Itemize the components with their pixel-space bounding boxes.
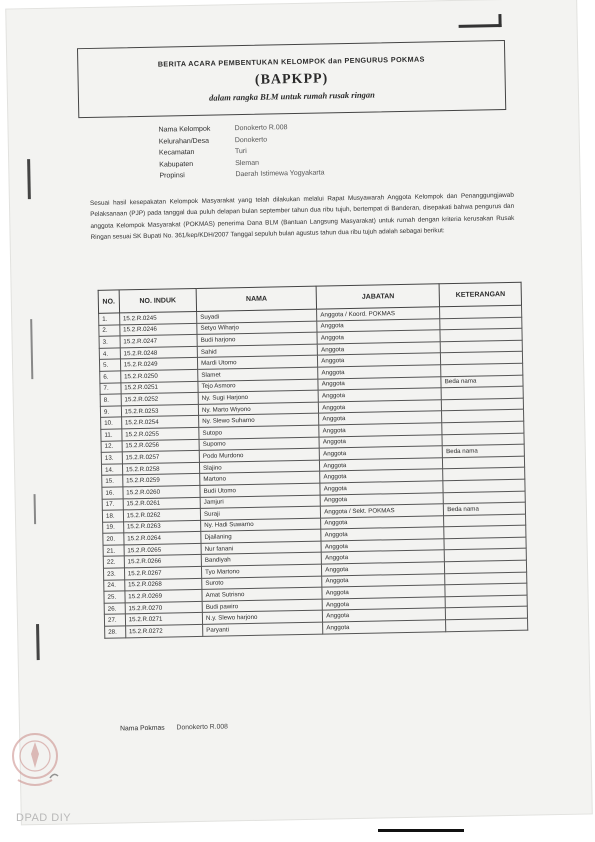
cell-nama: Suyadi: [197, 309, 317, 323]
cell-nama: Sahid: [197, 344, 317, 358]
cell-no-induk: 15.2.R.0263: [123, 520, 201, 533]
cell-no: 21.: [103, 545, 124, 557]
cell-jabatan: Anggota: [317, 318, 440, 332]
cell-no: 19.: [103, 522, 124, 534]
cell-nama: Budi pawiro: [202, 599, 322, 613]
cell-jabatan: Anggota: [318, 353, 441, 367]
cell-no-induk: 15.2.R.0249: [120, 358, 198, 371]
cell-keterangan: Beda nama: [441, 375, 523, 388]
cell-jabatan: Anggota: [323, 620, 446, 634]
header-no-induk: NO. INDUK: [119, 288, 197, 312]
cell-no: 28.: [105, 626, 126, 638]
cell-no-induk: 15.2.R.0255: [122, 427, 200, 440]
cell-no-induk: 15.2.R.0254: [121, 416, 199, 429]
cell-no: 15.: [102, 475, 123, 487]
cell-jabatan: Anggota: [317, 342, 440, 356]
cell-no-induk: 15.2.R.0272: [125, 624, 203, 637]
info-row: [159, 167, 324, 182]
members-table: [98, 282, 529, 639]
cell-no-induk: 15.2.R.0262: [123, 509, 201, 522]
cell-nama: Sutopo: [199, 425, 319, 439]
binder-mark: [34, 494, 37, 524]
cell-jabatan: Anggota: [322, 597, 445, 611]
cell-no-induk: 15.2.R.0247: [120, 335, 198, 348]
cell-nama: Ny. Marto Wiyono: [198, 402, 318, 416]
cell-no-induk: 15.2.R.0245: [119, 311, 197, 324]
watermark: DPAD DIY: [16, 812, 72, 824]
cell-nama: Budi harjono: [197, 332, 317, 346]
cell-no: 4.: [99, 348, 120, 360]
cell-nama: Paryanti: [203, 622, 323, 636]
cell-no: 12.: [101, 440, 122, 452]
cell-no: 22.: [103, 556, 124, 568]
info-label: Kabupaten: [159, 160, 194, 169]
cell-no: 8.: [100, 394, 121, 406]
info-label: Nama Kelompok: [158, 125, 211, 134]
cell-jabatan: Anggota / Koord. POKMAS: [317, 307, 440, 321]
cell-keterangan: Beda nama: [444, 502, 526, 515]
binder-mark: [27, 159, 31, 199]
cell-jabatan: Anggota: [319, 423, 442, 437]
header-no: NO.: [98, 290, 119, 313]
cell-nama: Tyo Martono: [202, 564, 322, 578]
cell-no: 18.: [102, 510, 123, 522]
cell-no-induk: 15.2.R.0248: [120, 346, 198, 359]
cell-nama: Mardi Utomo: [197, 356, 317, 370]
cell-no: 27.: [104, 614, 125, 626]
cell-jabatan: Anggota: [322, 562, 445, 576]
cell-no: 25.: [104, 591, 125, 603]
group-info: [158, 121, 324, 182]
cell-no-induk: 15.2.R.0256: [122, 439, 200, 452]
cell-no: 6.: [100, 371, 121, 383]
cell-no-induk: 15.2.R.0268: [124, 578, 202, 591]
header-jabatan: JABATAN: [316, 284, 439, 309]
cell-nama: Nur fanani: [201, 541, 321, 555]
cell-no-induk: 15.2.R.0267: [124, 566, 202, 579]
cell-nama: Ny. Slewo Suharno: [199, 413, 319, 427]
cell-no: 3.: [99, 336, 120, 348]
seal-logo-icon: [10, 728, 60, 790]
cell-no-induk: 15.2.R.0253: [121, 404, 199, 417]
cell-no-induk: 15.2.R.0266: [124, 555, 202, 568]
cell-no-induk: 15.2.R.0270: [125, 601, 203, 614]
cell-no: 7.: [100, 382, 121, 394]
cell-no: 23.: [103, 568, 124, 580]
cell-jabatan: Anggota: [319, 400, 442, 414]
info-label: Kelurahan/Desa: [158, 137, 210, 146]
cell-jabatan: Anggota: [321, 539, 444, 553]
cell-nama: Bandiyah: [201, 553, 321, 567]
cell-jabatan: Anggota: [320, 481, 443, 495]
cell-keterangan: [446, 618, 528, 631]
cell-jabatan: Anggota: [319, 446, 442, 460]
header-keterangan: KETERANGAN: [439, 282, 521, 307]
title-acronym: (BAPKPP): [254, 71, 329, 88]
cell-no-induk: 15.2.R.0264: [124, 532, 202, 545]
cell-nama: Budi Utomo: [200, 483, 320, 497]
cell-no-induk: 15.2.R.0257: [122, 451, 200, 464]
info-value: Donokerto R.008: [234, 124, 288, 133]
cell-nama: Tejo Asmoro: [198, 379, 318, 393]
cell-no-induk: 15.2.R.0261: [123, 497, 201, 510]
cell-no: 24.: [104, 580, 125, 592]
cell-jabatan: Anggota: [317, 330, 440, 344]
header-nama: NAMA: [196, 286, 317, 311]
cell-no-induk: 15.2.R.0246: [120, 323, 198, 336]
cell-nama: Amat Sutrisno: [202, 587, 322, 601]
title-subtitle: dalam rangka BLM untuk rumah rusak ringan: [208, 89, 375, 103]
cell-nama: Suroto: [202, 576, 322, 590]
footer-pokmas: [120, 723, 228, 732]
cell-jabatan: Anggota: [321, 515, 444, 529]
cell-no-induk: 15.2.R.0271: [125, 613, 203, 626]
cell-no-induk: 15.2.R.0265: [124, 543, 202, 556]
cell-jabatan: Anggota: [321, 550, 444, 564]
cell-no: 1.: [99, 313, 120, 325]
cell-keterangan: Beda nama: [442, 444, 524, 457]
cell-jabatan: Anggota: [319, 411, 442, 425]
cell-no-induk: 15.2.R.0269: [125, 590, 203, 603]
info-value: Turi: [234, 147, 247, 156]
info-value: Donokerto: [234, 136, 268, 144]
cell-no-induk: 15.2.R.0250: [120, 369, 198, 382]
cell-no-induk: 15.2.R.0252: [121, 393, 199, 406]
cell-nama: Supomo: [199, 437, 319, 451]
cell-jabatan: Anggota / Sekt. POKMAS: [321, 504, 444, 518]
cell-no-induk: 15.2.R.0251: [121, 381, 199, 394]
title-line1: BERITA ACARA PEMBENTUKAN KELOMPOK dan PENGURUS POKMAS: [157, 54, 425, 69]
cell-no: 10.: [101, 417, 122, 429]
cell-jabatan: Anggota: [320, 492, 443, 506]
cell-jabatan: Anggota: [320, 469, 443, 483]
cell-jabatan: Anggota: [322, 573, 445, 587]
cell-nama: Ny. Sugi Harjono: [198, 390, 318, 404]
cell-jabatan: Anggota: [323, 608, 446, 622]
cell-no: 13.: [101, 452, 122, 464]
info-label: Kecamatan: [158, 148, 195, 157]
cell-nama: N.y. Slewo harjono: [202, 611, 322, 625]
cell-nama: Slamet: [198, 367, 318, 381]
cell-jabatan: Anggota: [318, 376, 441, 390]
cell-no: 14.: [101, 464, 122, 476]
cell-jabatan: Anggota: [318, 388, 441, 402]
bottom-bar: [378, 829, 464, 832]
info-value: Sleman: [235, 159, 260, 167]
footer-value: Donokerto R.008: [176, 723, 228, 732]
info-label: Propinsi: [159, 172, 185, 180]
footer-label: Nama Pokmas: [119, 724, 165, 733]
cell-no: 5.: [99, 359, 120, 371]
cell-nama: Slajino: [200, 460, 320, 474]
cell-jabatan: Anggota: [318, 365, 441, 379]
corner-mark: [458, 14, 501, 28]
title-box: [77, 40, 506, 118]
cell-nama: Ny. Hadi Suwarno: [201, 518, 321, 532]
cell-no: 11.: [101, 429, 122, 441]
info-value: Daerah Istimewa Yogyakarta: [235, 169, 325, 179]
cell-no-induk: 15.2.R.0260: [123, 485, 201, 498]
cell-no: 9.: [100, 406, 121, 418]
cell-no: 16.: [102, 487, 123, 499]
cell-no-induk: 15.2.R.0259: [122, 474, 200, 487]
cell-no: 2.: [99, 325, 120, 337]
document-page: [6, 0, 592, 824]
cell-jabatan: Anggota: [322, 585, 445, 599]
cell-no: 26.: [104, 603, 125, 615]
cell-no: 20.: [103, 533, 124, 545]
cell-nama: Podo Murdono: [199, 448, 319, 462]
cell-nama: Djailaning: [201, 529, 321, 543]
cell-nama: Jamjuri: [200, 495, 320, 509]
cell-nama: Setyo Wiharjo: [197, 321, 317, 335]
cell-no-induk: 15.2.R.0258: [122, 462, 200, 475]
agreement-paragraph: Sesuai hasil kesepakatan Kelompok Masyarakat yang telah dilakukan melalui Rapat Musyawarah Anggota Kelompok dan Penanggungjawab Pelaksanaan (PJP) pada tanggal dua puluh delapan bulan september tahun dua ribu tujuh, bertempat di Banderan, disepakati bahwa pengurus dan anggota Kelompok Masyarakat (POKMAS) penerima Dana BLM (Bantuan Langsung Masyarakat) untuk rumah dengan kriteria kerusakan Rusak Ringan sesuai SK Bupati No. 361/kep/KDH/2007 Tanggal sepuluh bulan agustus tahun dua ribu tujuh adalah sebagai berikut:: [89, 191, 515, 242]
binder-mark: [30, 319, 33, 379]
binder-mark: [36, 624, 40, 660]
cell-nama: Suraji: [200, 506, 320, 520]
cell-jabatan: Anggota: [320, 457, 443, 471]
cell-no: 17.: [102, 498, 123, 510]
cell-jabatan: Anggota: [319, 434, 442, 448]
cell-nama: Martono: [200, 471, 320, 485]
cell-jabatan: Anggota: [321, 527, 444, 541]
